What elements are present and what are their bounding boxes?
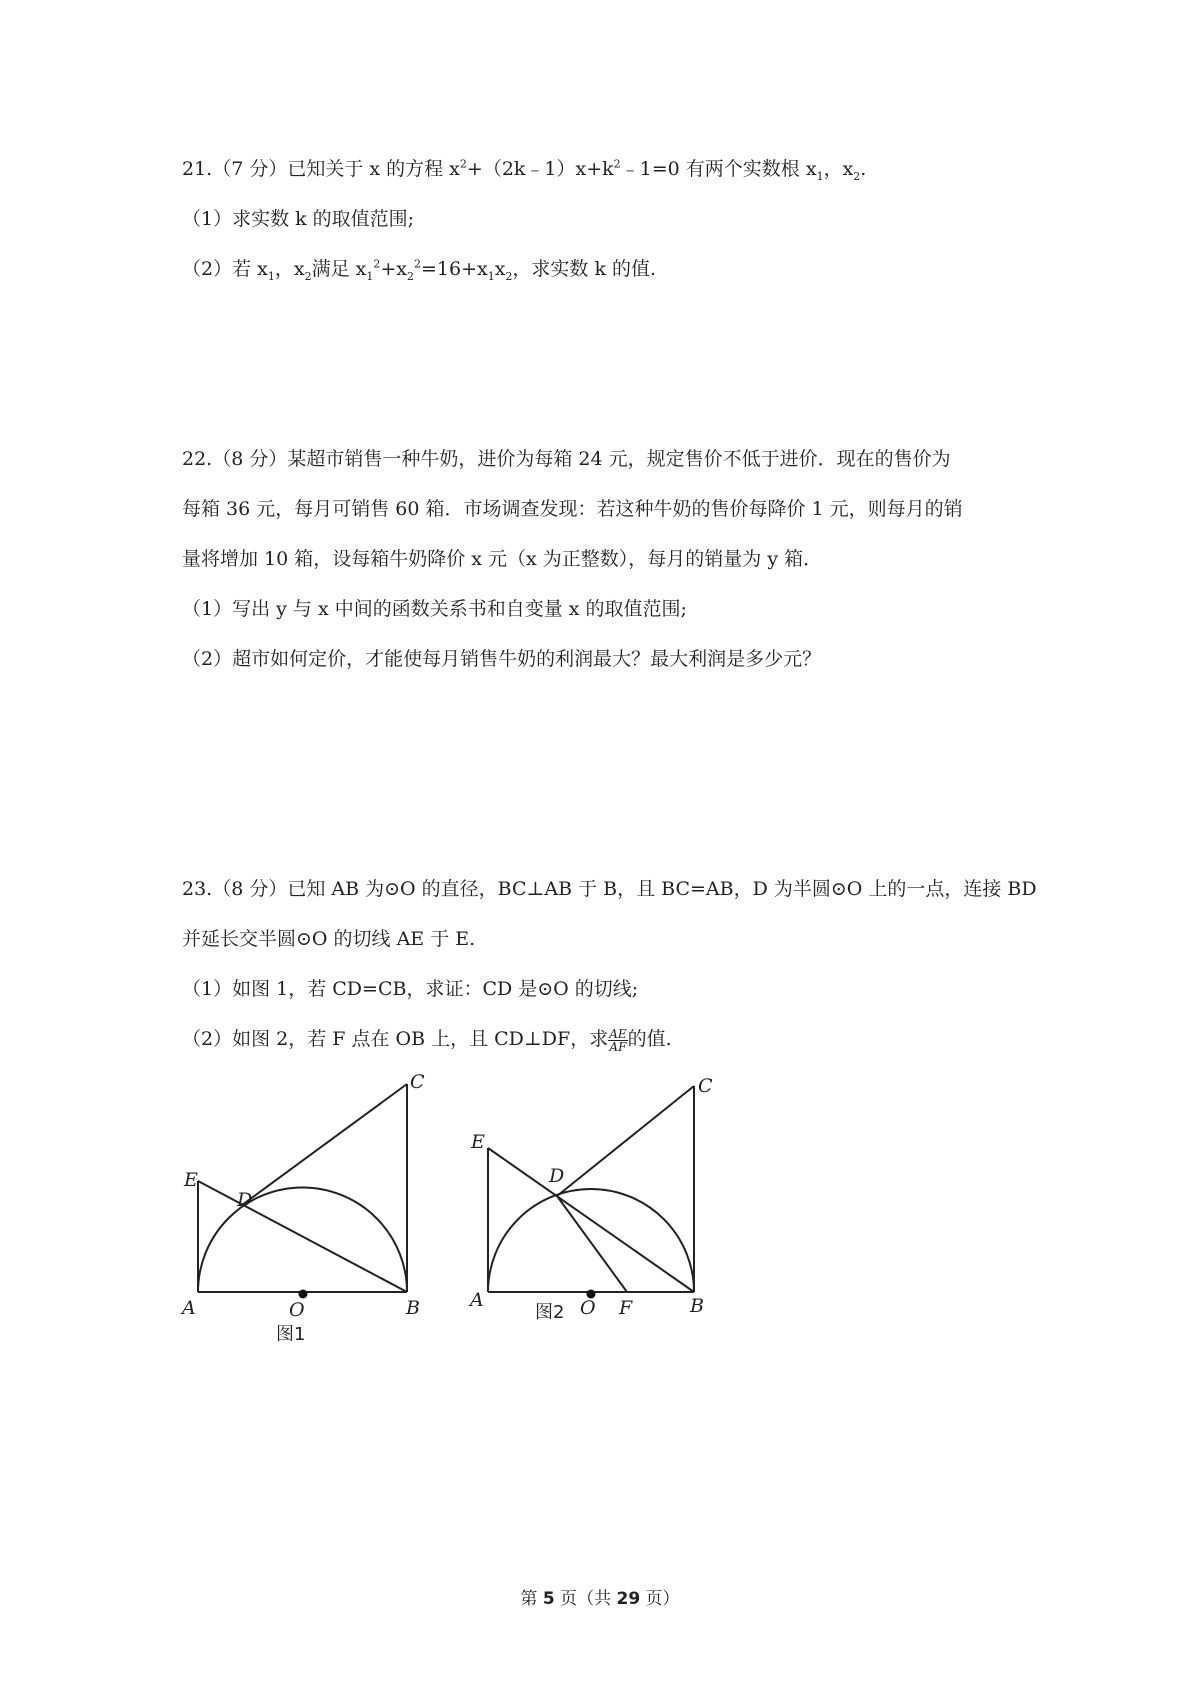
q21-part-2-text: （2）若 x [182,258,268,280]
fig1-label-b: B [406,1297,420,1319]
q21-exp-1: 2 [459,157,467,171]
fig1-center-point [299,1290,308,1299]
q21-part-2-text: ，求实数 k 的值. [512,258,657,280]
q21-part-2-exp: 2 [373,257,381,271]
q21-stem-text: ﹣1=0 有两个实数根 x [620,158,817,180]
fig2-label-d: D [549,1165,565,1187]
q21-part-2-text: =16+x [420,258,488,280]
q21-part-2-sub: 1 [267,269,275,283]
fig2-label-e: E [471,1131,485,1153]
q22-stem-line-3: 量将增加 10 箱，设每箱牛奶降价 x 元（x 为正整数），每月的销量为 y 箱． [182,548,823,570]
q21-part-1: （1）求实数 k 的取值范围; [182,208,415,230]
q23-part-2-text: （2）如图 2，若 F 点在 OB 上，且 CD⊥DF，求 [182,1028,609,1050]
fraction-numerator: AE [609,1026,627,1041]
fig1-label-o: O [289,1299,305,1321]
q22-part-2: （2）超市如何定价，才能使每月销售牛奶的利润最大？最大利润是多少元？ [182,648,822,670]
q21-part-2-sub: 2 [406,269,414,283]
q21-part-2-text: +x [380,258,407,280]
fig2-segment-df [557,1196,627,1292]
q21-stem-text: +（2k﹣1）x+k [466,158,614,180]
q21-sub-1: 1 [816,169,824,183]
page-footer [0,1584,1200,1609]
fig1-segment-dc [242,1084,407,1205]
q23-part-2-text: 的值. [627,1028,672,1050]
q21-part-2-text: ，x [274,258,305,280]
q21-part-2-sub: 2 [505,269,513,283]
q21-sub-2: 2 [853,169,861,183]
q21-part-2-text: x [494,258,506,280]
q22-stem-line-2: 每箱 36 元，每月可销售 60 箱．市场调查发现：若这种牛奶的售价每降价 1 元，则每月的销 [182,498,963,520]
fig1-label-c: C [410,1071,425,1093]
footer-text: 页） [640,1589,680,1609]
fig2-label-f: F [619,1297,633,1319]
footer-text: 第 [520,1589,543,1609]
footer-page-number: 5 [542,1589,555,1609]
q21-stem-text: ，x [823,158,854,180]
q23-stem-line-1: 23.（8 分）已知 AB 为⊙O 的直径，BC⊥AB 于 B，且 BC=AB，D 为半圆⊙O 上的一点，连接 BD [182,878,1037,900]
q21-part-2-sub: 1 [487,269,495,283]
fig1-label-e: E [184,1169,198,1191]
figure-2-diagram [488,1086,694,1292]
fig1-segment-eb [198,1181,407,1292]
fig2-label-o: O [580,1297,596,1319]
fig2-label-c: C [698,1075,713,1097]
footer-total-pages: 29 [616,1589,641,1609]
fig2-label-b: B [690,1295,704,1317]
q23-stem-line-2: 并延长交半圆⊙O 的切线 AE 于 E. [182,928,476,950]
figure-1-diagram [198,1084,407,1292]
q21-stem-text: . [860,158,867,180]
fig1-label-a: A [182,1297,196,1319]
fig2-caption: 图2 [535,1302,565,1323]
q23-part-1: （1）如图 1，若 CD=CB，求证：CD 是⊙O 的切线; [182,978,639,1000]
q21-stem-text: 21.（7 分）已知关于 x 的方程 x [182,158,460,180]
q21-part-2-text: 满足 x [311,258,367,280]
fig1-caption: 图1 [276,1324,306,1345]
fig2-semicircle [488,1189,694,1292]
q21-part-2-exp: 2 [413,257,421,271]
fraction-denominator: AF [609,1039,627,1054]
q21-exp-2: 2 [613,157,621,171]
q21-part-2-sub: 2 [304,269,312,283]
fig1-label-d: D [237,1189,253,1211]
fig2-label-a: A [470,1289,484,1311]
fig2-segment-dc [557,1086,694,1196]
footer-text: 页（共 [554,1589,617,1609]
q22-part-1: （1）写出 y 与 x 中间的函数关系书和自变量 x 的取值范围; [182,598,687,620]
q22-stem-line-1: 22.（8 分）某超市销售一种牛奶，进价为每箱 24 元，规定售价不低于进价．现在的售价为 [182,448,951,470]
q21-part-2-sub: 1 [366,269,374,283]
